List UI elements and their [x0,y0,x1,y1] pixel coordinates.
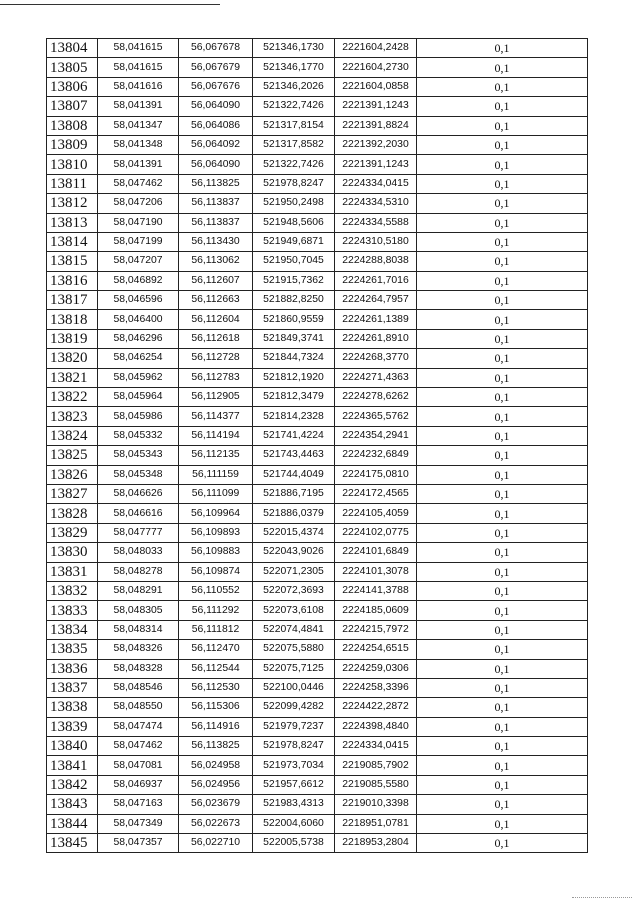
table-row [47,756,588,775]
longitude-cell: 56,109883 [179,543,253,562]
latitude-cell: 58,048033 [98,543,179,562]
longitude-cell: 56,113837 [179,194,253,213]
longitude-cell: 56,110552 [179,581,253,600]
accuracy-cell: 0,1 [417,640,588,659]
table-row [47,446,588,465]
table-row [47,795,588,814]
longitude-cell: 56,114194 [179,426,253,445]
point-number-cell: 13817 [47,291,98,310]
coordinates-table [46,38,588,853]
x-coordinate-cell: 521948,5606 [253,213,335,232]
y-coordinate-cell: 2224354,2941 [335,426,417,445]
point-number-cell: 13829 [47,523,98,542]
y-coordinate-cell: 2221391,1243 [335,155,417,174]
longitude-cell: 56,114916 [179,717,253,736]
accuracy-cell: 0,1 [417,232,588,251]
y-coordinate-cell: 2224258,3396 [335,678,417,697]
accuracy-cell: 0,1 [417,543,588,562]
latitude-cell: 58,048328 [98,659,179,678]
table-row [47,775,588,794]
y-coordinate-cell: 2224259,0306 [335,659,417,678]
latitude-cell: 58,047206 [98,194,179,213]
y-coordinate-cell: 2224310,5180 [335,232,417,251]
y-coordinate-cell: 2224271,4363 [335,368,417,387]
y-coordinate-cell: 2224141,3788 [335,581,417,600]
longitude-cell: 56,023679 [179,795,253,814]
point-number-cell: 13805 [47,58,98,77]
x-coordinate-cell: 521744,4049 [253,465,335,484]
y-coordinate-cell: 2224288,8038 [335,252,417,271]
latitude-cell: 58,041616 [98,77,179,96]
accuracy-cell: 0,1 [417,388,588,407]
longitude-cell: 56,113837 [179,213,253,232]
table-row [47,426,588,445]
point-number-cell: 13843 [47,795,98,814]
longitude-cell: 56,111099 [179,484,253,503]
y-coordinate-cell: 2224261,7016 [335,271,417,290]
point-number-cell: 13806 [47,77,98,96]
x-coordinate-cell: 521979,7237 [253,717,335,736]
y-coordinate-cell: 2224268,3770 [335,349,417,368]
accuracy-cell: 0,1 [417,737,588,756]
latitude-cell: 58,048550 [98,698,179,717]
longitude-cell: 56,064092 [179,135,253,154]
x-coordinate-cell: 521322,7426 [253,97,335,116]
latitude-cell: 58,046937 [98,775,179,794]
point-number-cell: 13842 [47,775,98,794]
y-coordinate-cell: 2219085,7902 [335,756,417,775]
y-coordinate-cell: 2224105,4059 [335,504,417,523]
longitude-cell: 56,112663 [179,291,253,310]
x-coordinate-cell: 521978,8247 [253,174,335,193]
y-coordinate-cell: 2224215,7972 [335,620,417,639]
latitude-cell: 58,041391 [98,155,179,174]
y-coordinate-cell: 2224422,2872 [335,698,417,717]
table-row [47,368,588,387]
point-number-cell: 13835 [47,640,98,659]
latitude-cell: 58,047199 [98,232,179,251]
x-coordinate-cell: 521886,7195 [253,484,335,503]
x-coordinate-cell: 522075,7125 [253,659,335,678]
x-coordinate-cell: 522100,0446 [253,678,335,697]
accuracy-cell: 0,1 [417,77,588,96]
x-coordinate-cell: 522099,4282 [253,698,335,717]
x-coordinate-cell: 521950,2498 [253,194,335,213]
x-coordinate-cell: 521915,7362 [253,271,335,290]
accuracy-cell: 0,1 [417,194,588,213]
x-coordinate-cell: 521844,7324 [253,349,335,368]
latitude-cell: 58,048546 [98,678,179,697]
longitude-cell: 56,112135 [179,446,253,465]
table-row [47,213,588,232]
table-row [47,232,588,251]
y-coordinate-cell: 2224101,3078 [335,562,417,581]
point-number-cell: 13804 [47,39,98,58]
latitude-cell: 58,048314 [98,620,179,639]
accuracy-cell: 0,1 [417,446,588,465]
accuracy-cell: 0,1 [417,504,588,523]
accuracy-cell: 0,1 [417,310,588,329]
y-coordinate-cell: 2221391,1243 [335,97,417,116]
table-row [47,194,588,213]
y-coordinate-cell: 2224254,6515 [335,640,417,659]
point-number-cell: 13811 [47,174,98,193]
point-number-cell: 13828 [47,504,98,523]
y-coordinate-cell: 2221604,2428 [335,39,417,58]
x-coordinate-cell: 521814,2328 [253,407,335,426]
x-coordinate-cell: 521322,7426 [253,155,335,174]
longitude-cell: 56,112607 [179,271,253,290]
longitude-cell: 56,067676 [179,77,253,96]
latitude-cell: 58,045962 [98,368,179,387]
point-number-cell: 13831 [47,562,98,581]
accuracy-cell: 0,1 [417,678,588,697]
table-row [47,640,588,659]
y-coordinate-cell: 2224172,4565 [335,484,417,503]
accuracy-cell: 0,1 [417,252,588,271]
point-number-cell: 13836 [47,659,98,678]
latitude-cell: 58,041391 [98,97,179,116]
point-number-cell: 13825 [47,446,98,465]
longitude-cell: 56,112544 [179,659,253,678]
x-coordinate-cell: 521957,6612 [253,775,335,794]
point-number-cell: 13809 [47,135,98,154]
accuracy-cell: 0,1 [417,523,588,542]
latitude-cell: 58,046596 [98,291,179,310]
x-coordinate-cell: 521949,6871 [253,232,335,251]
longitude-cell: 56,064090 [179,97,253,116]
table-row [47,349,588,368]
latitude-cell: 58,047462 [98,737,179,756]
point-number-cell: 13832 [47,581,98,600]
x-coordinate-cell: 521812,1920 [253,368,335,387]
y-coordinate-cell: 2224232,6849 [335,446,417,465]
latitude-cell: 58,047081 [98,756,179,775]
point-number-cell: 13837 [47,678,98,697]
accuracy-cell: 0,1 [417,407,588,426]
latitude-cell: 58,046892 [98,271,179,290]
accuracy-cell: 0,1 [417,116,588,135]
latitude-cell: 58,048326 [98,640,179,659]
accuracy-cell: 0,1 [417,601,588,620]
y-coordinate-cell: 2224264,7957 [335,291,417,310]
point-number-cell: 13830 [47,543,98,562]
y-coordinate-cell: 2224398,4840 [335,717,417,736]
latitude-cell: 58,041348 [98,135,179,154]
point-number-cell: 13816 [47,271,98,290]
longitude-cell: 56,112905 [179,388,253,407]
x-coordinate-cell: 521812,3479 [253,388,335,407]
longitude-cell: 56,113825 [179,174,253,193]
y-coordinate-cell: 2224101,6849 [335,543,417,562]
table-row [47,271,588,290]
longitude-cell: 56,111812 [179,620,253,639]
point-number-cell: 13822 [47,388,98,407]
latitude-cell: 58,046616 [98,504,179,523]
bottom-dotted-rule [572,897,632,899]
y-coordinate-cell: 2224185,0609 [335,601,417,620]
latitude-cell: 58,045964 [98,388,179,407]
accuracy-cell: 0,1 [417,271,588,290]
x-coordinate-cell: 521983,4313 [253,795,335,814]
table-row [47,601,588,620]
table-row [47,174,588,193]
table-row [47,291,588,310]
longitude-cell: 56,064090 [179,155,253,174]
accuracy-cell: 0,1 [417,834,588,853]
accuracy-cell: 0,1 [417,213,588,232]
point-number-cell: 13834 [47,620,98,639]
point-number-cell: 13814 [47,232,98,251]
x-coordinate-cell: 522043,9026 [253,543,335,562]
point-number-cell: 13827 [47,484,98,503]
table-row [47,659,588,678]
table-row [47,388,588,407]
table-row [47,504,588,523]
y-coordinate-cell: 2218953,2804 [335,834,417,853]
longitude-cell: 56,112530 [179,678,253,697]
table-row [47,77,588,96]
longitude-cell: 56,022710 [179,834,253,853]
latitude-cell: 58,045343 [98,446,179,465]
latitude-cell: 58,047462 [98,174,179,193]
longitude-cell: 56,024958 [179,756,253,775]
longitude-cell: 56,024956 [179,775,253,794]
coordinates-table-body [47,39,588,853]
x-coordinate-cell: 521743,4463 [253,446,335,465]
x-coordinate-cell: 521978,8247 [253,737,335,756]
accuracy-cell: 0,1 [417,135,588,154]
point-number-cell: 13813 [47,213,98,232]
latitude-cell: 58,047474 [98,717,179,736]
y-coordinate-cell: 2224334,5588 [335,213,417,232]
table-row [47,814,588,833]
y-coordinate-cell: 2219010,3398 [335,795,417,814]
longitude-cell: 56,111159 [179,465,253,484]
table-row [47,465,588,484]
accuracy-cell: 0,1 [417,698,588,717]
latitude-cell: 58,041615 [98,58,179,77]
latitude-cell: 58,045348 [98,465,179,484]
point-number-cell: 13823 [47,407,98,426]
point-number-cell: 13808 [47,116,98,135]
longitude-cell: 56,113062 [179,252,253,271]
longitude-cell: 56,109964 [179,504,253,523]
x-coordinate-cell: 522074,4841 [253,620,335,639]
x-coordinate-cell: 521950,7045 [253,252,335,271]
table-row [47,135,588,154]
accuracy-cell: 0,1 [417,465,588,484]
latitude-cell: 58,041347 [98,116,179,135]
longitude-cell: 56,113430 [179,232,253,251]
y-coordinate-cell: 2218951,0781 [335,814,417,833]
table-row [47,717,588,736]
x-coordinate-cell: 521973,7034 [253,756,335,775]
y-coordinate-cell: 2221392,2030 [335,135,417,154]
latitude-cell: 58,046626 [98,484,179,503]
point-number-cell: 13812 [47,194,98,213]
x-coordinate-cell: 521860,9559 [253,310,335,329]
longitude-cell: 56,115306 [179,698,253,717]
latitude-cell: 58,048305 [98,601,179,620]
latitude-cell: 58,047163 [98,795,179,814]
table-row [47,523,588,542]
accuracy-cell: 0,1 [417,368,588,387]
y-coordinate-cell: 2221391,8824 [335,116,417,135]
latitude-cell: 58,048278 [98,562,179,581]
longitude-cell: 56,109893 [179,523,253,542]
table-row [47,252,588,271]
point-number-cell: 13838 [47,698,98,717]
latitude-cell: 58,041615 [98,39,179,58]
point-number-cell: 13824 [47,426,98,445]
table-row [47,97,588,116]
longitude-cell: 56,111292 [179,601,253,620]
latitude-cell: 58,047349 [98,814,179,833]
x-coordinate-cell: 521317,8154 [253,116,335,135]
latitude-cell: 58,046296 [98,329,179,348]
table-row [47,155,588,174]
accuracy-cell: 0,1 [417,659,588,678]
longitude-cell: 56,112618 [179,329,253,348]
table-row [47,620,588,639]
latitude-cell: 58,046400 [98,310,179,329]
table-row [47,407,588,426]
top-rule [0,4,220,5]
longitude-cell: 56,112783 [179,368,253,387]
y-coordinate-cell: 2224334,0415 [335,174,417,193]
latitude-cell: 58,046254 [98,349,179,368]
point-number-cell: 13841 [47,756,98,775]
point-number-cell: 13840 [47,737,98,756]
latitude-cell: 58,045332 [98,426,179,445]
y-coordinate-cell: 2224261,1389 [335,310,417,329]
y-coordinate-cell: 2219085,5580 [335,775,417,794]
y-coordinate-cell: 2224102,0775 [335,523,417,542]
table-row [47,834,588,853]
table-row [47,581,588,600]
x-coordinate-cell: 521346,1730 [253,39,335,58]
y-coordinate-cell: 2224365,5762 [335,407,417,426]
longitude-cell: 56,114377 [179,407,253,426]
x-coordinate-cell: 521346,1770 [253,58,335,77]
x-coordinate-cell: 521882,8250 [253,291,335,310]
latitude-cell: 58,047777 [98,523,179,542]
y-coordinate-cell: 2221604,2730 [335,58,417,77]
longitude-cell: 56,064086 [179,116,253,135]
document-page [46,38,588,853]
table-row [47,116,588,135]
accuracy-cell: 0,1 [417,174,588,193]
point-number-cell: 13815 [47,252,98,271]
table-row [47,329,588,348]
latitude-cell: 58,047207 [98,252,179,271]
x-coordinate-cell: 522015,4374 [253,523,335,542]
point-number-cell: 13839 [47,717,98,736]
point-number-cell: 13826 [47,465,98,484]
x-coordinate-cell: 521317,8582 [253,135,335,154]
table-row [47,310,588,329]
accuracy-cell: 0,1 [417,349,588,368]
longitude-cell: 56,067679 [179,58,253,77]
point-number-cell: 13807 [47,97,98,116]
accuracy-cell: 0,1 [417,562,588,581]
accuracy-cell: 0,1 [417,97,588,116]
accuracy-cell: 0,1 [417,795,588,814]
latitude-cell: 58,048291 [98,581,179,600]
x-coordinate-cell: 522004,6060 [253,814,335,833]
x-coordinate-cell: 521886,0379 [253,504,335,523]
point-number-cell: 13821 [47,368,98,387]
longitude-cell: 56,112470 [179,640,253,659]
table-row [47,678,588,697]
x-coordinate-cell: 522073,6108 [253,601,335,620]
longitude-cell: 56,067678 [179,39,253,58]
longitude-cell: 56,112728 [179,349,253,368]
accuracy-cell: 0,1 [417,39,588,58]
x-coordinate-cell: 521346,2026 [253,77,335,96]
table-row [47,484,588,503]
accuracy-cell: 0,1 [417,581,588,600]
accuracy-cell: 0,1 [417,291,588,310]
table-row [47,698,588,717]
point-number-cell: 13818 [47,310,98,329]
y-coordinate-cell: 2221604,0858 [335,77,417,96]
accuracy-cell: 0,1 [417,155,588,174]
y-coordinate-cell: 2224261,8910 [335,329,417,348]
y-coordinate-cell: 2224334,5310 [335,194,417,213]
accuracy-cell: 0,1 [417,620,588,639]
accuracy-cell: 0,1 [417,426,588,445]
point-number-cell: 13844 [47,814,98,833]
accuracy-cell: 0,1 [417,58,588,77]
x-coordinate-cell: 522072,3693 [253,581,335,600]
x-coordinate-cell: 522071,2305 [253,562,335,581]
accuracy-cell: 0,1 [417,329,588,348]
point-number-cell: 13820 [47,349,98,368]
point-number-cell: 13819 [47,329,98,348]
longitude-cell: 56,022673 [179,814,253,833]
point-number-cell: 13845 [47,834,98,853]
point-number-cell: 13833 [47,601,98,620]
x-coordinate-cell: 521741,4224 [253,426,335,445]
y-coordinate-cell: 2224175,0810 [335,465,417,484]
longitude-cell: 56,109874 [179,562,253,581]
point-number-cell: 13810 [47,155,98,174]
latitude-cell: 58,047357 [98,834,179,853]
x-coordinate-cell: 522075,5880 [253,640,335,659]
latitude-cell: 58,047190 [98,213,179,232]
table-row [47,543,588,562]
accuracy-cell: 0,1 [417,814,588,833]
table-row [47,39,588,58]
x-coordinate-cell: 522005,5738 [253,834,335,853]
longitude-cell: 56,113825 [179,737,253,756]
table-row [47,737,588,756]
y-coordinate-cell: 2224334,0415 [335,737,417,756]
x-coordinate-cell: 521849,3741 [253,329,335,348]
accuracy-cell: 0,1 [417,756,588,775]
latitude-cell: 58,045986 [98,407,179,426]
accuracy-cell: 0,1 [417,484,588,503]
table-row [47,58,588,77]
longitude-cell: 56,112604 [179,310,253,329]
y-coordinate-cell: 2224278,6262 [335,388,417,407]
table-row [47,562,588,581]
accuracy-cell: 0,1 [417,717,588,736]
accuracy-cell: 0,1 [417,775,588,794]
